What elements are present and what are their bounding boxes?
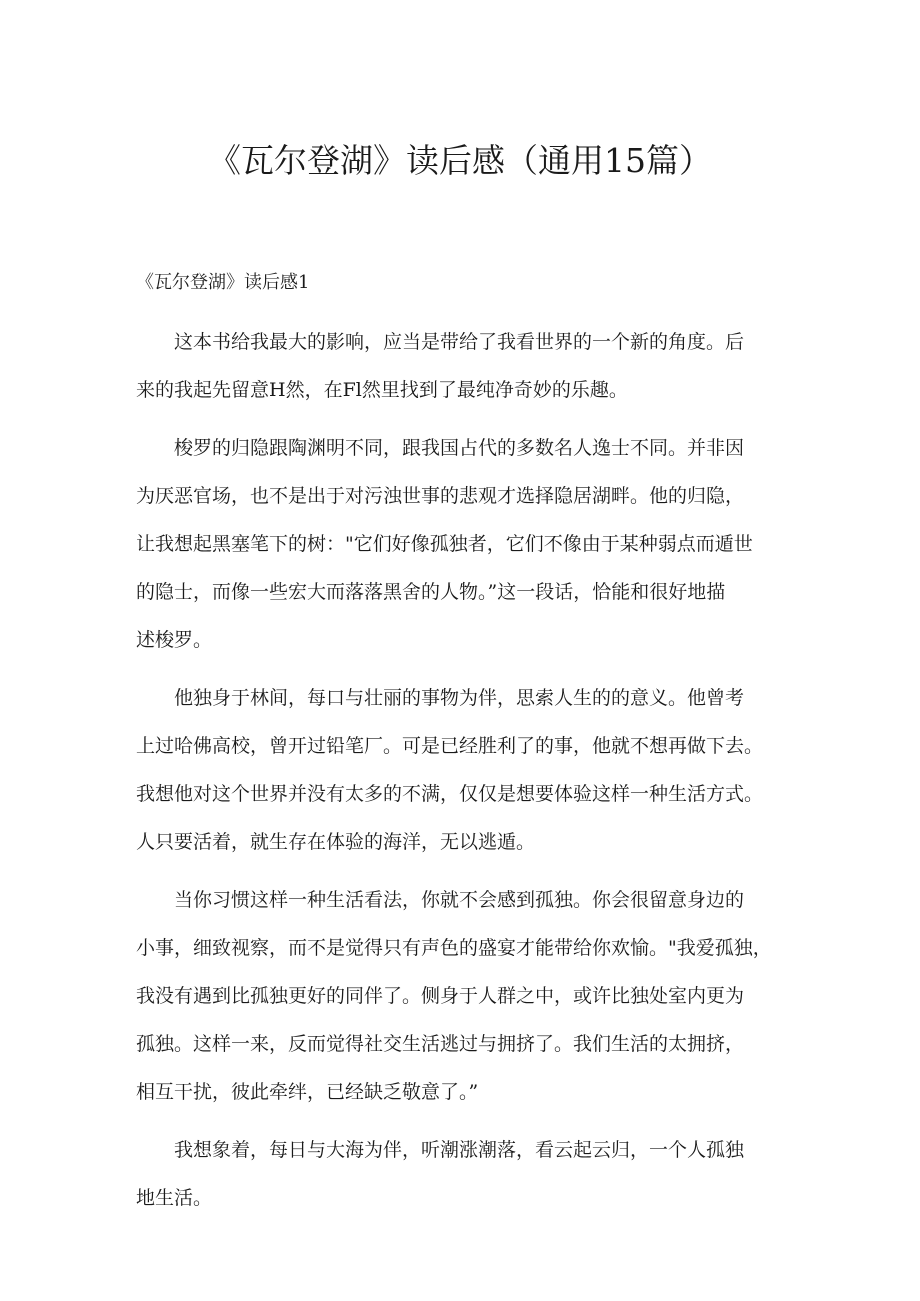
paragraph-line: 来的我起先留意H然，在Fl然里找到了最纯净奇妙的乐趣。 [136, 379, 628, 401]
paragraph-line: 小事，细致视察，而不是觉得只有声色的盛宴才能带给你欢愉。"我爱孤独， [136, 937, 772, 959]
paragraph-line: 梭罗的归隐跟陶渊明不同，跟我国占代的多数名人逸士不同。并非因 [174, 437, 745, 459]
body-text [136, 318, 796, 1232]
paragraph-4 [136, 876, 796, 1116]
section-heading: 《瓦尔登湖》读后感1 [136, 272, 310, 293]
paragraph-5 [136, 1126, 796, 1222]
paragraph-line: 当你习惯这样一种生活看法，你就不会感到孤独。你会很留意身边的 [174, 889, 745, 911]
paragraph-line: 相互干扰，彼此牵绊，已经缺乏敬意了。” [136, 1081, 479, 1103]
paragraph-1 [136, 318, 796, 414]
paragraph-line: 上过哈佛高校，曾开过铅笔厂。可是已经胜利了的事，他就不想再做下去。 [136, 735, 764, 757]
paragraph-line: 为厌恶官场，也不是出于对污浊世事的悲观才选择隐居湖畔。他的归隐， [136, 485, 745, 507]
paragraph-line: 让我想起黑塞笔下的树："它们好像孤独者，它们不像由于某种弱点而遁世 [136, 533, 753, 555]
paragraph-line: 我没有遇到比孤独更好的同伴了。侧身于人群之中，或许比独处室内更为 [136, 985, 745, 1007]
paragraph-2 [136, 424, 796, 664]
paragraph-line: 这本书给我最大的影响，应当是带给了我看世界的一个新的角度。后 [174, 331, 745, 353]
paragraph-line: 人只要活着，就生存在体验的海洋，无以逃遁。 [136, 831, 536, 853]
paragraph-line: 我想他对这个世界并没有太多的不满，仅仅是想要体验这样一种生活方式。 [136, 783, 764, 805]
document-title: 《瓦尔登湖》读后感（通用15篇） [208, 141, 712, 180]
paragraph-3 [136, 674, 796, 866]
paragraph-line: 我想象着，每日与大海为伴，听潮涨潮落，看云起云归，一个人孤独 [174, 1139, 745, 1161]
paragraph-line: 地生活。 [136, 1187, 213, 1209]
paragraph-line: 孤独。这样一来，反而觉得社交生活逃过与拥挤了。我们生活的太拥挤， [136, 1033, 745, 1055]
paragraph-line: 他独身于林间，每口与壮丽的事物为伴，思索人生的的意义。他曾考 [174, 687, 745, 709]
paragraph-line: 述梭罗。 [136, 629, 213, 651]
paragraph-line: 的隐士，而像一些宏大而落落黑舍的人物。”这一段话，恰能和很好地描 [136, 581, 726, 603]
